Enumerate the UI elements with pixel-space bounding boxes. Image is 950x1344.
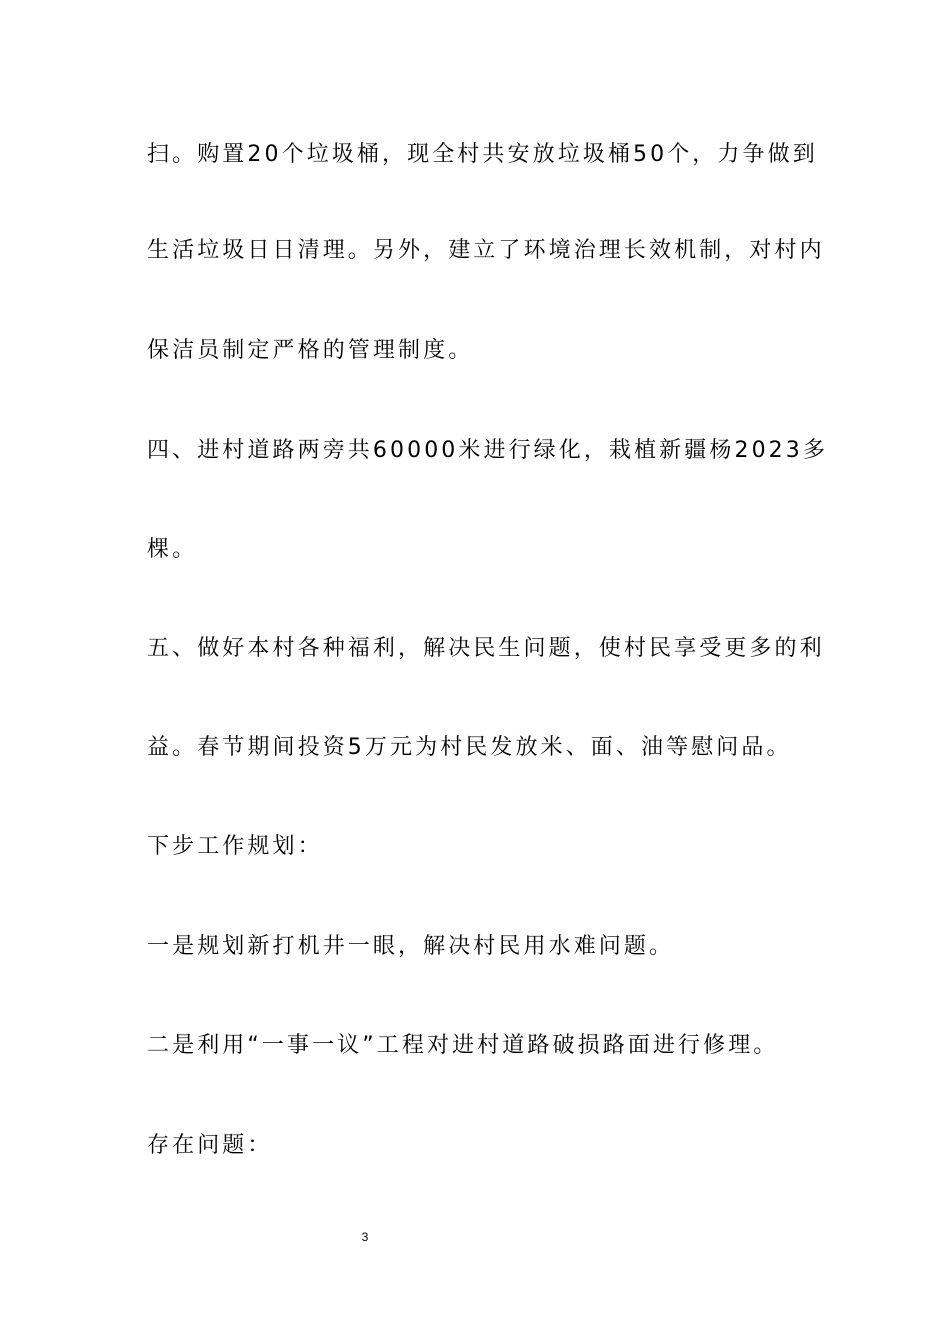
paragraph-line-2: 生活垃圾日日清理。另外，建立了环境治理长效机制，对村内 xyxy=(147,238,825,263)
paragraph-line-7: 益。春节期间投资5万元为村民发放米、面、油等慰问品。 xyxy=(147,735,792,760)
section-heading-next-steps: 下步工作规划： xyxy=(147,834,323,859)
paragraph-line-9: 一是规划新打机井一眼，解决村民用水难问题。 xyxy=(147,934,675,959)
paragraph-line-6: 五、做好本村各种福利，解决民生问题，使村民享受更多的利 xyxy=(147,636,825,661)
paragraph-line-4: 四、进村道路两旁共60000米进行绿化，栽植新疆杨2023多 xyxy=(147,438,828,463)
paragraph-line-3: 保洁员制定严格的管理制度。 xyxy=(147,338,474,363)
paragraph-line-10: 二是利用“一事一议”工程对进村道路破损路面进行修理。 xyxy=(147,1033,779,1058)
page-number: 3 xyxy=(361,1230,369,1244)
section-heading-problems: 存在问题： xyxy=(147,1133,273,1158)
paragraph-line-1: 扫。购置20个垃圾桶，现全村共安放垃圾桶50个，力争做到 xyxy=(147,142,818,167)
paragraph-line-5: 棵。 xyxy=(147,537,198,562)
